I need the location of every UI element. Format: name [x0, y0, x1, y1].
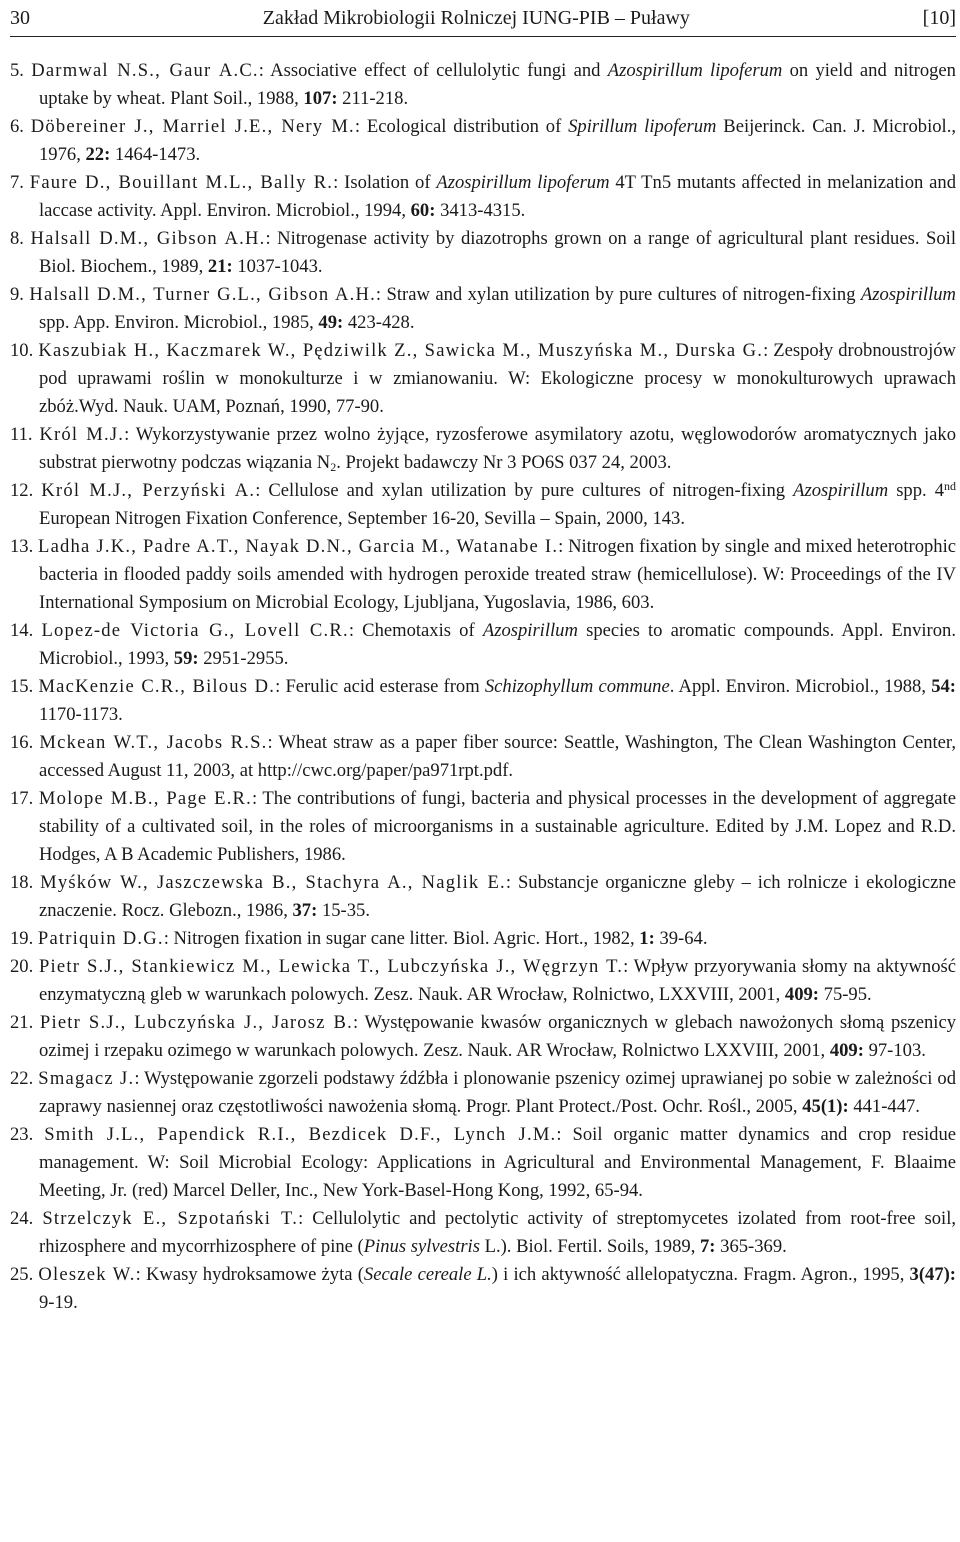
- reference-text: 2951-2955.: [198, 648, 289, 669]
- reference-item: [10, 673, 956, 729]
- reference-text: on yield and nitrogen uptake by wheat. Plant Soil., 1988,: [39, 60, 956, 109]
- reference-text: : Ecological distribution of: [354, 116, 569, 137]
- reference-authors: Smagacz J.: [38, 1068, 135, 1089]
- reference-authors: Molope M.B., Page E.R.: [38, 788, 252, 809]
- reference-text: Azospirillum lipoferum: [436, 172, 610, 193]
- reference-number: 17.: [10, 788, 34, 809]
- reference-text: 3413-4315.: [435, 200, 526, 221]
- reference-text: : Isolation of: [333, 172, 437, 193]
- reference-text: : Soil organic matter dynamics and crop residue management. W: Soil Microbial Ecology: Applications in Agricultural and Environmental Management, F. Blaaime Meeting, Jr. (red) Marcel Deller, Inc., New York-Basel-Hong Kong, 1992, 65-94.: [39, 1124, 956, 1201]
- reference-authors: Darmwal N.S., Gaur A.C.: [31, 60, 259, 81]
- reference-number: 11.: [10, 424, 33, 445]
- reference-text: 21:: [207, 256, 233, 277]
- reference-number: 8.: [10, 228, 24, 249]
- reference-number: 5.: [10, 60, 24, 81]
- reference-text: : Wykorzystywanie przez wolno żyjące, ryzosferowe asymilatory azotu, węglowodorów aromatycznych jako substrat pierwotny podczas wiązania N: [39, 424, 956, 473]
- reference-text: 49:: [318, 312, 344, 333]
- reference-number: 21.: [10, 1012, 34, 1033]
- reference-text: : Associative effect of cellulolytic fungi and: [258, 60, 608, 81]
- reference-text: 45(1):: [802, 1096, 849, 1117]
- reference-text: 1464-1473.: [110, 144, 201, 165]
- reference-text: 409:: [829, 1040, 864, 1061]
- reference-item: [10, 281, 956, 337]
- reference-item: [10, 225, 956, 281]
- reference-text: : Wheat straw as a paper fiber source: Seattle, Washington, The Clean Washington Center, accessed August 11, 2003, at http://cwc.org/paper/pa971rpt.pdf.: [39, 732, 957, 781]
- reference-authors: Halsall D.M., Turner G.L., Gibson A.H.: [29, 284, 376, 305]
- reference-item: [10, 729, 956, 785]
- reference-number: 23.: [10, 1124, 34, 1145]
- reference-text: 211-218.: [337, 88, 409, 109]
- reference-text: 97-103.: [863, 1040, 926, 1061]
- reference-authors: Mckean W.T., Jacobs R.S.: [39, 732, 268, 753]
- reference-authors: Faure D., Bouillant M.L., Bally R.: [29, 172, 334, 193]
- reference-text: 75-95.: [819, 984, 872, 1005]
- reference-number: 20.: [10, 956, 34, 977]
- reference-text: nd: [944, 479, 957, 493]
- reference-authors: MacKenzie C.R., Bilous D.: [38, 676, 276, 697]
- reference-text: : Nitrogen fixation by single and mixed heterotrophic bacteria in flooded paddy soils amended with hydrogen peroxide treated straw (hemicellulose). W: Proceedings of the IV International Symposium on Microbial Ecology, Ljubljana, Yugoslavia, 1986, 603.: [39, 536, 956, 613]
- reference-text: spp. 4: [888, 480, 945, 501]
- reference-text: 59:: [173, 648, 199, 669]
- reference-item: [10, 785, 956, 869]
- reference-text: : Ferulic acid esterase from: [275, 676, 485, 697]
- reference-text: 365-369.: [715, 1236, 787, 1257]
- reference-item: [10, 925, 956, 953]
- reference-text: Secale cereale L.: [363, 1264, 492, 1285]
- reference-item: [10, 1065, 956, 1121]
- reference-text: Azospirillum: [793, 480, 889, 501]
- reference-text: . Projekt badawczy Nr 3 PO6S 037 24, 2003.: [336, 452, 672, 473]
- page-header: [10, 0, 956, 37]
- reference-item: [10, 617, 956, 673]
- reference-text: 1170-1173.: [39, 704, 123, 725]
- reference-item: [10, 57, 956, 113]
- reference-text: L.). Biol. Fertil. Soils, 1989,: [479, 1236, 700, 1257]
- reference-text: : Występowanie zgorzeli podstawy źdźbła i plonowanie pszenicy ozimej uprawianej po sobie w zależności od zaprawy nasiennej oraz częstotliwości nawożenia słomą. Progr. Plant Protect./Post. Ochr. Rośl., 2005,: [39, 1068, 956, 1117]
- reference-text: Spirillum lipoferum: [568, 116, 717, 137]
- reference-item: [10, 953, 956, 1009]
- reference-text: Azospirillum lipoferum: [607, 60, 783, 81]
- reference-text: : Nitrogenase activity by diazotrophs grown on a range of agricultural plant residues. Soil Biol. Biochem., 1989,: [39, 228, 956, 277]
- reference-number: 25.: [10, 1264, 34, 1285]
- reference-number: 22.: [10, 1068, 34, 1089]
- reference-text: : Występowanie kwasów organicznych w glebach nawożonych słomą pszenicy ozimej i rzepaku ozimego w warunkach polowych. Zesz. Nauk. AR Wrocław, Rolnictwo LXXVIII, 2001,: [39, 1012, 956, 1061]
- reference-item: [10, 533, 956, 617]
- reference-text: : Substancje organiczne gleby – ich rolnicze i ekologiczne znaczenie. Rocz. Glebozn., 1986,: [39, 872, 956, 921]
- reference-text: : Straw and xylan utilization by pure cultures of nitrogen-fixing: [375, 284, 861, 305]
- reference-list: [10, 57, 956, 1317]
- reference-text: : Zespoły drobnoustrojów pod uprawami roślin w monokulturze i w zmianowaniu. W: Ekologiczne procesy w monokulturowych uprawach zbóż.Wyd. Nauk. UAM, Poznań, 1990, 77-90.: [39, 340, 956, 417]
- reference-text: 9-19.: [39, 1292, 78, 1313]
- reference-text: 22:: [85, 144, 111, 165]
- reference-text: : Kwasy hydroksamowe żyta (: [135, 1264, 364, 1285]
- reference-text: Azospirillum: [860, 284, 956, 305]
- reference-text: 423-428.: [343, 312, 415, 333]
- reference-text: Beijerinck. Can. J. Microbiol., 1976,: [39, 116, 957, 165]
- reference-text: European Nitrogen Fixation Conference, September 16-20, Sevilla – Spain, 2000, 143.: [39, 508, 685, 529]
- reference-item: [10, 1205, 956, 1261]
- reference-text: : The contributions of fungi, bacteria and physical processes in the development of aggregate stability of a cultivated soil, in the roles of microorganisms in a sustainable agriculture. Edited by J.M. Lopez and R.D. Hodges, A B Academic Publishers, 1986.: [39, 788, 956, 865]
- reference-text: 60:: [410, 200, 436, 221]
- reference-authors: Halsall D.M., Gibson A.H.: [30, 228, 266, 249]
- reference-authors: Kaszubiak H., Kaczmarek W., Pędziwilk Z., Sawicka M., Muszyńska M., Durska G.: [38, 340, 764, 361]
- reference-number: 16.: [10, 732, 34, 753]
- reference-authors: Lopez-de Victoria G., Lovell C.R.: [41, 620, 349, 641]
- reference-number: 10.: [10, 340, 34, 361]
- reference-text: : Chemotaxis of: [348, 620, 483, 641]
- reference-text: 441-447.: [848, 1096, 920, 1117]
- reference-text: : Nitrogen fixation in sugar cane litter. Biol. Agric. Hort., 1982,: [163, 928, 640, 949]
- reference-text: 1037-1043.: [232, 256, 323, 277]
- reference-text: 7:: [700, 1236, 716, 1257]
- reference-item: [10, 477, 956, 533]
- reference-item: [10, 169, 956, 225]
- reference-text: 1:: [639, 928, 655, 949]
- reference-text: 107:: [303, 88, 338, 109]
- reference-text: . Appl. Environ. Microbiol., 1988,: [669, 676, 932, 697]
- reference-text: species to aromatic compounds. Appl. Environ. Microbiol., 1993,: [39, 620, 956, 669]
- reference-item: [10, 869, 956, 925]
- reference-item: [10, 337, 956, 421]
- reference-authors: Pietr S.J., Stankiewicz M., Lewicka T., Lubczyńska J., Węgrzyn T.: [38, 956, 624, 977]
- reference-authors: Döbereiner J., Marriel J.E., Nery M.: [30, 116, 355, 137]
- page-number: 30: [10, 7, 30, 29]
- reference-number: 18.: [10, 872, 34, 893]
- reference-text: Azospirillum: [482, 620, 578, 641]
- reference-text: Schizophyllum commune: [484, 676, 670, 697]
- reference-authors: Oleszek W.: [38, 1264, 136, 1285]
- reference-item: [10, 113, 956, 169]
- reference-text: : Wpływ przyorywania słomy na aktywność enzymatyczną gleb w warunkach polowych. Zesz. Nauk. AR Wrocław, Rolnictwo, LXXVIII, 2001,: [39, 956, 956, 1005]
- reference-number: 7.: [10, 172, 24, 193]
- reference-number: 6.: [10, 116, 24, 137]
- reference-authors: Pietr S.J., Lubczyńska J., Jarosz B.: [39, 1012, 353, 1033]
- reference-item: [10, 1009, 956, 1065]
- reference-text: 4T Tn5 mutants affected in melanization and laccase activity. Appl. Environ. Microbiol., 1994,: [39, 172, 956, 221]
- reference-number: 13.: [10, 536, 34, 557]
- reference-text: 39-64.: [654, 928, 708, 949]
- issue-number: [10]: [922, 7, 956, 29]
- reference-number: 24.: [10, 1208, 34, 1229]
- reference-text: 409:: [784, 984, 819, 1005]
- reference-authors: Król M.J., Perzyński A.: [41, 480, 256, 501]
- reference-text: spp. App. Environ. Microbiol., 1985,: [39, 312, 319, 333]
- reference-text: 54:: [931, 676, 956, 697]
- reference-number: 9.: [10, 284, 24, 305]
- reference-text: : Cellulose and xylan utilization by pure cultures of nitrogen-fixing: [255, 480, 794, 501]
- reference-text: ) i ich aktywność allelopatyczna. Fragm. Agron., 1995,: [491, 1264, 910, 1285]
- reference-item: [10, 1121, 956, 1205]
- reference-number: 19.: [10, 928, 34, 949]
- reference-item: [10, 1261, 956, 1317]
- reference-text: 2: [330, 460, 337, 474]
- reference-authors: Strzelczyk E., Szpotański T.: [42, 1208, 299, 1229]
- reference-authors: Myśków W., Jaszczewska B., Stachyra A., Naglik E.: [40, 872, 506, 893]
- reference-text: Pinus sylvestris: [363, 1236, 480, 1257]
- running-title: Zakład Mikrobiologii Rolniczej IUNG-PIB – Puławy: [262, 7, 690, 29]
- reference-text: 37:: [292, 900, 318, 921]
- reference-number: 14.: [10, 620, 34, 641]
- reference-item: [10, 421, 956, 477]
- reference-authors: Smith J.L., Papendick R.I., Bezdicek D.F., Lynch J.M.: [44, 1124, 557, 1145]
- reference-authors: Król M.J.: [39, 424, 125, 445]
- reference-text: 3(47):: [909, 1264, 956, 1285]
- reference-authors: Ladha J.K., Padre A.T., Nayak D.N., Garcia M., Watanabe I.: [38, 536, 559, 557]
- reference-text: 15-35.: [317, 900, 370, 921]
- reference-number: 15.: [10, 676, 34, 697]
- reference-text: : Cellulolytic and pectolytic activity of streptomycetes izolated from root-free soil, rhizosphere and mycorrhizosphere of pine (: [39, 1208, 957, 1257]
- reference-authors: Patriquin D.G.: [37, 928, 164, 949]
- reference-number: 12.: [10, 480, 34, 501]
